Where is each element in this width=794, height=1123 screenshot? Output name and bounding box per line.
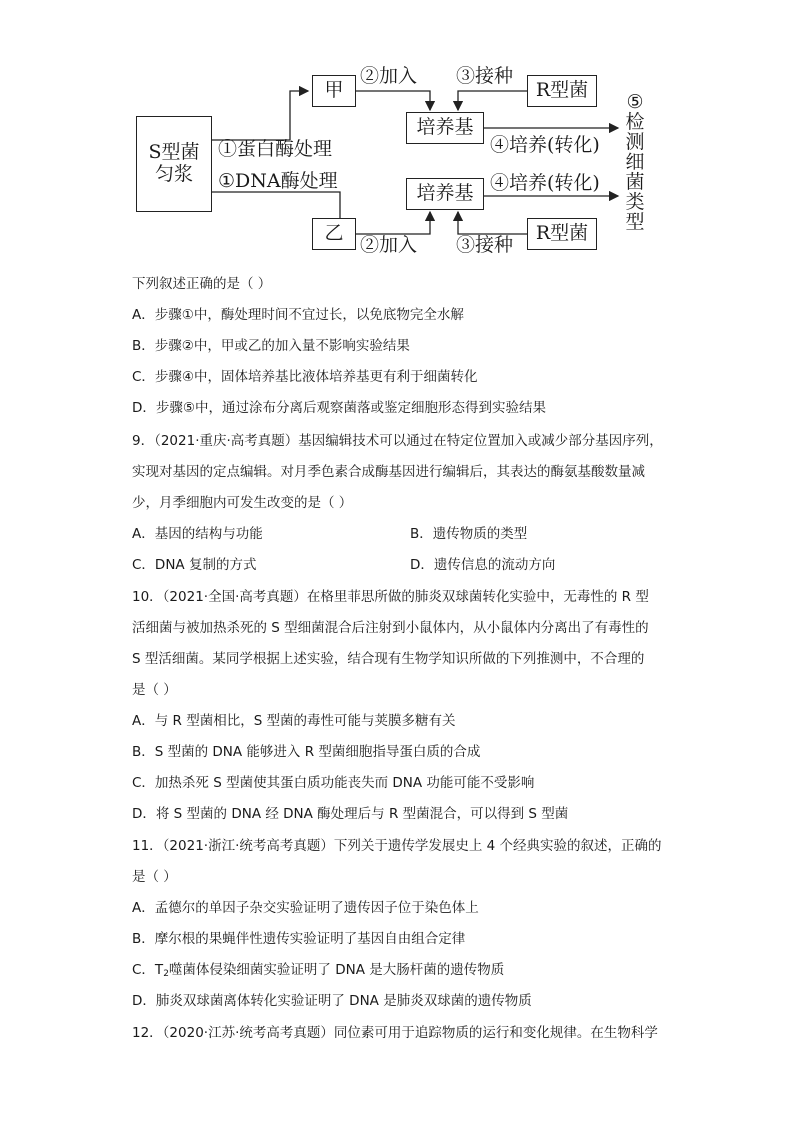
q9-option-d: D．遗传信息的流动方向: [410, 557, 556, 573]
q9-line-2: 实现对基因的定点编辑。对月季色素合成酶基因进行编辑后，其表达的酶氨基酸数量减: [132, 464, 645, 480]
q8-stem: 下列叙述正确的是（ ）: [132, 276, 272, 292]
q10-option-a: A．与 R 型菌相比，S 型菌的毒性可能与荚膜多糖有关: [132, 713, 456, 729]
q11-option-d: D．肺炎双球菌离体转化实验证明了 DNA 是肺炎双球菌的遗传物质: [132, 993, 532, 1009]
q10-line-4: 是（ ）: [132, 682, 177, 698]
step4-culture-label-bottom: ④培养(转化): [490, 172, 600, 194]
q9-option-a: A．基因的结构与功能: [132, 526, 263, 542]
q8-option-b: B．步骤②中，甲或乙的加入量不影响实验结果: [132, 338, 410, 354]
s-strain-homogenate-box: S型菌 匀浆: [136, 116, 212, 212]
q11-line-2: 是（ ）: [132, 869, 177, 885]
jia-box: 甲: [312, 75, 356, 107]
q11-option-b: B．摩尔根的果蝇伴性遗传实验证明了基因自由组合定律: [132, 931, 466, 947]
q9-line-3: 少，月季细胞内可发生改变的是（ ）: [132, 495, 353, 511]
step4-culture-label-top: ④培养(转化): [490, 134, 600, 156]
q10-option-c: C．加热杀死 S 型菌使其蛋白质功能丧失而 DNA 功能可能不受影响: [132, 775, 535, 791]
q12-line-1: 12．（2020·江苏·统考高考真题）同位素可用于追踪物质的运行和变化规律。在生物科学: [132, 1025, 658, 1041]
q11-option-a: A．孟德尔的单因子杂交实验证明了遗传因子位于染色体上: [132, 900, 479, 916]
q8-option-d: D．步骤⑤中，通过涂布分离后观察菌落或鉴定细胞形态得到实验结果: [132, 400, 546, 416]
yi-box: 乙: [312, 218, 356, 250]
q8-option-c: C．步骤④中，固体培养基比液体培养基更有利于细菌转化: [132, 369, 478, 385]
q10-line-1: 10．（2021·全国·高考真题）在格里菲思所做的肺炎双球菌转化实验中，无毒性的 R 型: [132, 589, 649, 605]
q10-option-b: B．S 型菌的 DNA 能够进入 R 型菌细胞指导蛋白质的合成: [132, 744, 481, 760]
step2-add-label-top: ②加入: [360, 65, 418, 87]
q11-line-1: 11．（2021·浙江·统考高考真题）下列关于遗传学发展史上 4 个经典实验的叙述，正确的: [132, 838, 662, 854]
q9-option-b: B．遗传物质的类型: [410, 526, 528, 542]
q11-option-c: C．$T_2$噬菌体侵染细菌实验证明了 DNA 是大肠杆菌的遗传物质: [132, 962, 505, 979]
q9-line-1: 9．（2021·重庆·高考真题）基因编辑技术可以通过在特定位置加入或减少部分基因序列，: [132, 433, 663, 449]
medium-box-top: 培养基: [406, 112, 484, 144]
step1-protease-label: ①蛋白酶处理: [218, 138, 333, 160]
r-strain-box-top: R型菌: [527, 75, 597, 107]
medium-box-bottom: 培养基: [406, 178, 484, 210]
q9-option-c: C．DNA 复制的方式: [132, 557, 257, 573]
q10-line-3: S 型活细菌。某同学根据上述实验，结合现有生物学知识所做的下列推测中，不合理的: [132, 651, 645, 667]
q10-line-2: 活细菌与被加热杀死的 S 型细菌混合后注射到小鼠体内，从小鼠体内分离出了有毒性的: [132, 620, 649, 636]
experiment-diagram: [130, 60, 670, 260]
step1-dnase-label: ①DNA酶处理: [218, 170, 338, 192]
step3-inoculate-label-top: ③接种: [456, 65, 514, 87]
step5-detect-label: ⑤ 检 测 细 菌 类 型: [625, 91, 645, 233]
step2-add-label-bottom: ②加入: [360, 234, 418, 256]
q8-option-a: A．步骤①中，酶处理时间不宜过长，以免底物完全水解: [132, 307, 464, 323]
step3-inoculate-label-bottom: ③接种: [456, 234, 514, 256]
q10-option-d: D．将 S 型菌的 DNA 经 DNA 酶处理后与 R 型菌混合，可以得到 S 型菌: [132, 806, 569, 822]
r-strain-box-bottom: R型菌: [527, 218, 597, 250]
